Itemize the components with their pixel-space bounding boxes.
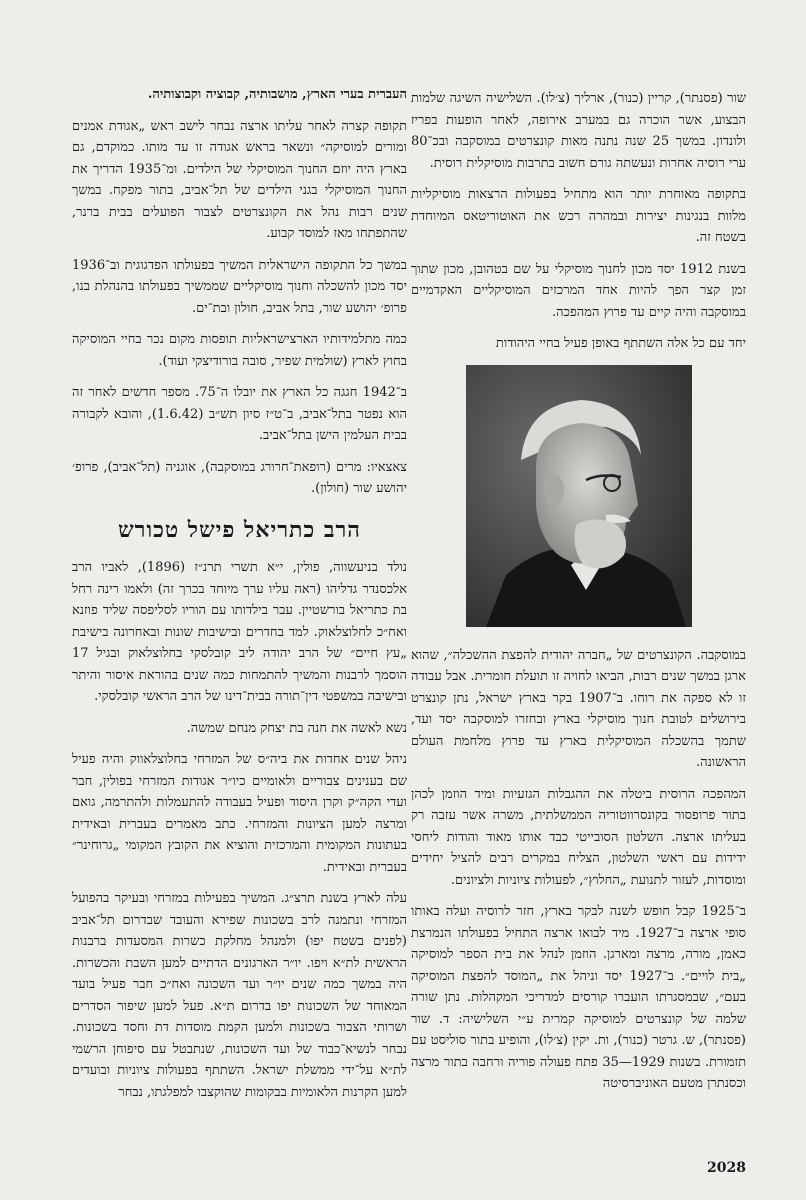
paragraph: עלה לארץ בשנת תרצ״ג. המשיך בפעילות במזרחי ובעיקר בהפועל המזרחי ונתמנה לרב בשכונות שפירא והעובד שבדרום תל־אביב (לפנים בשטח יפו) ולמנהל מחלקת כשרות המסעדות ברבנות הראשית לת״א ויפו. יו״ר הארגונים הדתיים למען השבת והכשרות. היה במשך כמה שנים יו״ר ועד השכונה ואח״כ חבר פעיל בועד המאוחד של השכונות יפו בדרום ת״א. פעל למען שיפור הסדרים ושרותי הצבור בשכונות ולמען הקמת מוסדות דת וחסד בשכונות. נבחר לנשיא־כבוד של ועד השכונות, שנתבטל עם סיפוחן הרשמי לת״א על־ידי ממשלת ישראל. השתתף בפעולות ציוניות ובועדים למען הקרנות הלאומיות בבקומות שהוקצבו למפלגתו, נבחר <box>72 891 407 1100</box>
paragraph: נשא לאשה את חנה בת יצחק מנחם שמשה. <box>186 720 407 736</box>
paragraph: יחד עם כל אלה השתתף באופן פעיל בחיי היהודות <box>495 336 746 351</box>
paragraph: המהפכה הרוסית ביטלה את ההגבלות הגזעיות ומיד הוזמן לכהן בתור פרופסור בקונסרווטוריה הממשלתית, משרה אשר עזבה רק בעליתו ארצה. השלטון הסובייטי כבד אותו מאוד והודות ליחסי ידידות עם ראשי השלטון, הצליח במקרים רבים להציל יחידים ומוסדות, לעזור לתנועת „החלוץ״, לפעולות ציוניות ולציונים. <box>411 786 746 888</box>
portrait-image <box>466 365 692 627</box>
section-title: הרב כתריאל פישל טכורש <box>118 516 361 543</box>
paragraph: כמה מתלמידותיו הארצישראליות תופסות מקום נכר בחיי המוסיקה בחוץ לארץ (שולמית שפיר, סובה בורודיצקי ועוד). <box>72 332 407 369</box>
paragraph: בתקופה מאוחרת יותר הוא מתחיל בפעולות הרצאות מוסיקליות מלוות בנגינות יצירות ובמהרה רכש את האוטוריטאס המיוחדת בשטח זה. <box>411 187 746 245</box>
right-column <box>411 88 746 1105</box>
paragraph: ניהל שנים אחדות את ביה״ס של המזרחי בחלוצלאווק והיה פעיל שם בענינים צבוריים ולאומיים כיו״ר אגודות המזרחי בפולין, חבר ועדי הקה״ק וקרן היסוד ופעיל בעבודה להתעמלות ולהתרמה, גואם ומרצה למען הציונות והמזרחי. כתב מאמרים בעברית ובאידית בעתונות המקומית והמרכזית והוציא את הקובץ המקומי „גרוחינר״ בעברית ובאידית. <box>72 752 407 875</box>
paragraph: במוסקבה. הקונצרטים של „חברה יהודית להפצת ההשכלה״, שהוא ארגן במשך שנים רבות, הביאו לחויה זו תועלת חומרית. אבל עבודה זו לא ספקה את רוחו. ב־1907 בקר בארץ ישראל, נתן קונצרט בירושלים לטובת חנוך מוסיקלי בארץ ובחזרו למוסקבה יסד ועד, שתמך בהשכלה המוסיקלית בארץ עד פרוץ מלחמת העולם הראשונה. <box>411 647 746 770</box>
paragraph: ב־1925 קבל חופש לשנה לבקר בארץ, חזר לרוסיה ועלה באותו סופי ארצה ב־1927. מיד לבואו ארצה התחיל בפעולתו הנמרצת כאמן, מורה, מרצה ומארגן. הוזמן לנהל את בית הספר למוסיקה „בית לויים״. ב־1927 יסד וניהל את „המוסד להפצת המוסיקה בעם״, שבמסגרתו הועברו קורסים למדריכי המקהלות. נתן שורה שלמה של קונצרטים למוסיקה קמרית ע״י השלישיה: ד. שור (פסנתר), ש. גרטר (כנור), ות. יקין (צ׳לו), והופיע בתור סוליסט עם תזמורת. בשנות 1929—35 פתח פעולה פוריה ורחבה בתור מרצה וכסנתרן מטעם האוניברסיטה <box>411 904 747 1091</box>
paragraph: צאצאיו: מרים (רופאת־חרורג במוסקבה), אוגניה (תל־אביב), פרופ׳ יהושע שור (חולון). <box>72 459 407 496</box>
left-column <box>72 84 407 1113</box>
paragraph: במשך כל התקופה הישראלית המשיך בפעולתו הפדגוגית וב־1936 יסד מכון להשכלה וחנוך מוסיקליים שממשיך בפעולתו בהנהלת בנו, פרופ׳ יהושע שור, בתל אביב, חולון ובת־ים. <box>72 257 407 316</box>
paragraph: בשנת 1912 יסד מכון לחנוך מוסיקלי על שם בטהובן, מכון שתוך זמן קצר הפך להיות אחד המרכזים המוסיקליים האקדמיים במוסקבה והיה קיים עד פרוץ המהפכה. <box>411 261 746 320</box>
paragraph: ב־1942 חגגה כל הארץ את יובלו ה־75. מספר חדשים לאחר זה הוא נפטר בתל־אביב, ב־ט״ז סיון תש״ב (1.6.42), והובא לקבורה בבית העלמין הישן בתל־אביב. <box>72 385 408 443</box>
paragraph: תקופה קצרה לאחר עליתו ארצה נבחר לישב ראש „אגודת אמנים ומורים למוסיקה״ ונשאר בראש אגודה זו עד מותו. כמוקדם, גם בארץ היה יוזם החנוך המוסיקלי של הילדים. ומ־1935 הדריך את החנוך המוסיקלי בגני הילדים של תל־אביב, בתור מפקח. במשך שנים רבות נהל את הקונצרטים לצבור הפועלים בבית ברנר, שהתפתחו מאז למוסד קבוע. <box>72 118 407 241</box>
portrait-photo <box>466 365 692 627</box>
paragraph: נולד בניעשווה, פולין, י״א תשרי תרנ״ז (1896), לאביו הרב אלכסנדר גדליהו (ראה עליו ערך מיוחד בכרך זה) ולאמו רינה רחל בת כתריאל בורשטיין. עבר בילדותו עם הוריו לסליפסה שליד פוזנא ואח״כ לחלוצלאוק. למד בחדרים ובישיבות שונות ובאחרונה בישיבת „עץ חיים״ של הרב יהודה ליב קובלסקי בחלוצלאוק ובגיל 17 הוסמך לרבנות והמשיך להתמחות כמה שנים בהוראת איסור והיתר ובישיבה במשפטי דין־תורה בבית־דינו של הרב הראשי קובלסקי. <box>72 560 407 704</box>
paragraph: העברית בערי הארץ, מושבותיה, קבוציה וקבוצותיה. <box>147 87 407 102</box>
paragraph: שור (פסנתר), קריין (כנור), ארליך (צ׳לו). השלישיה השיגה שלמות הבצוע, אשר הוכרה גם במערב אירופה, לאחר הופעות בפריז ולונדון. במשך 25 שנה נתנה מאות קונצרטים במוסקבה ובכ־80 ערי רוסיה אחרות ונעשתה גורם חשוב בתרבות מוסיקלית רוסית. <box>411 91 746 171</box>
page-number: 2028 <box>707 1160 746 1176</box>
